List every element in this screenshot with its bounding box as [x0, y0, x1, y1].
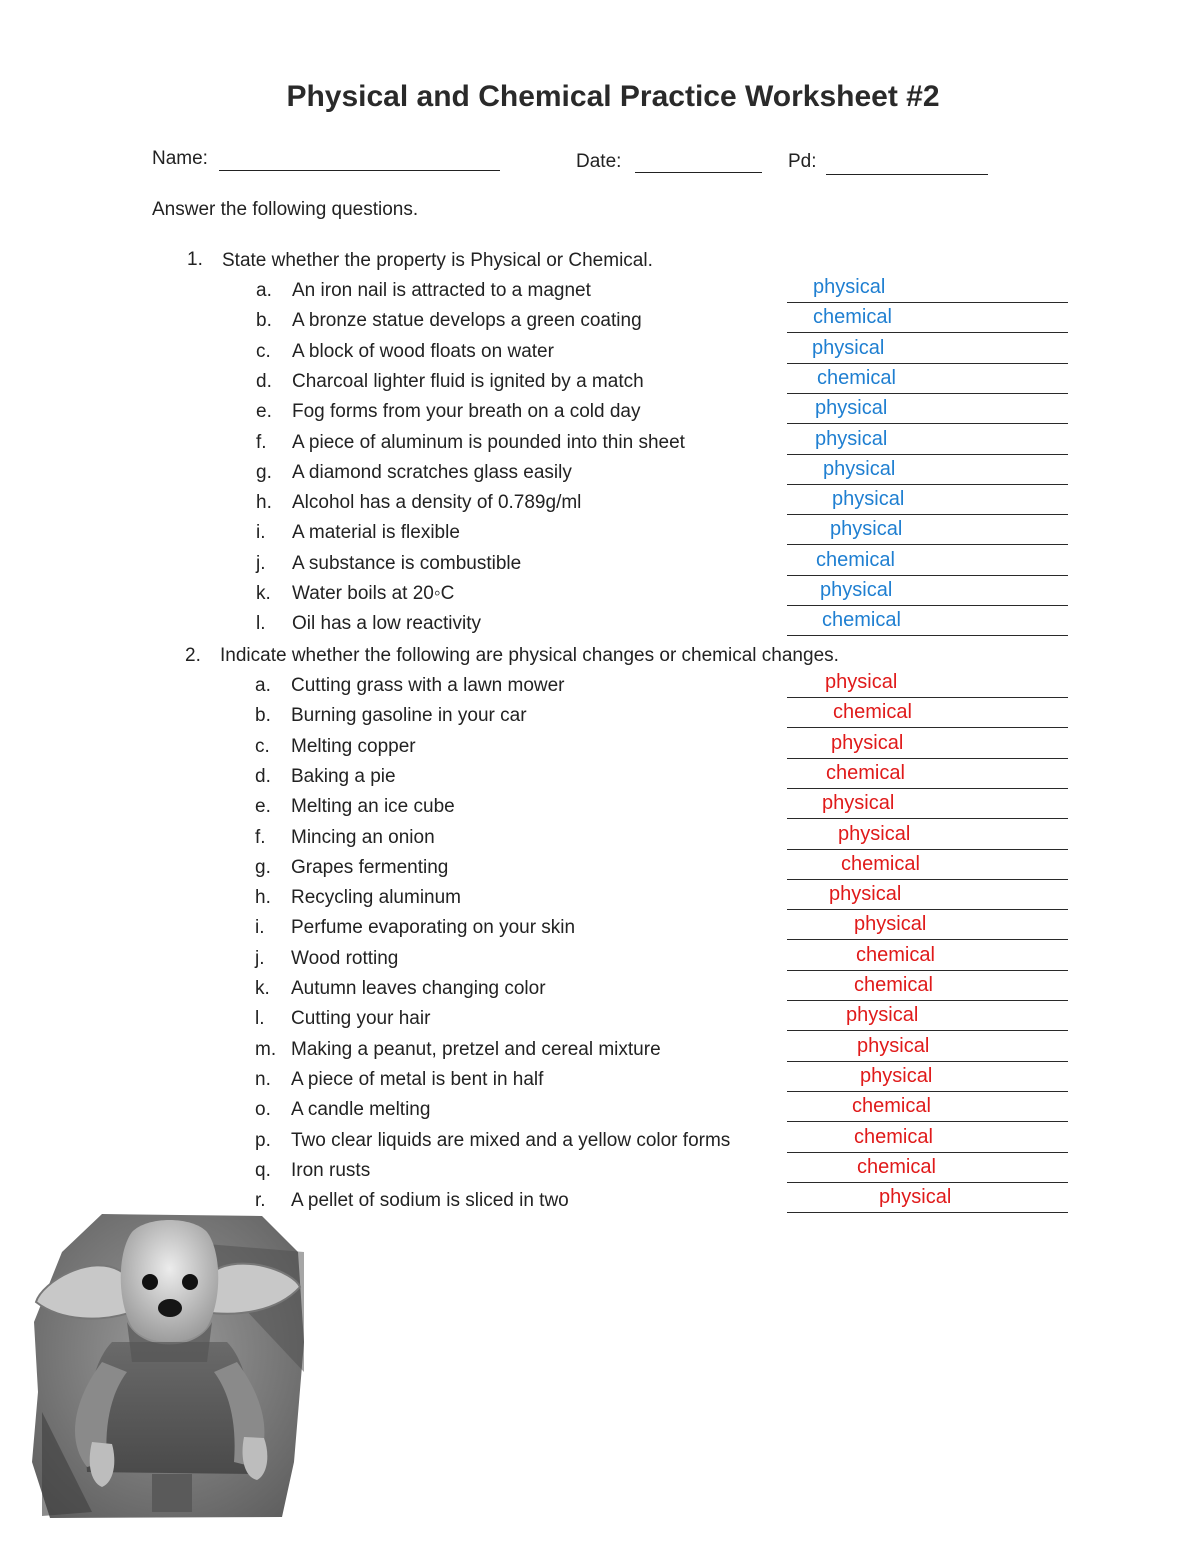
- question-1-prompt: State whether the property is Physical or Chemical.: [222, 250, 653, 271]
- item-letter: k.: [256, 583, 271, 604]
- item-text: Cutting your hair: [291, 1008, 431, 1030]
- list-item: [255, 705, 775, 729]
- list-item: [255, 675, 775, 699]
- item-letter: l.: [256, 613, 266, 635]
- handwritten-answer: physical: [815, 397, 888, 420]
- list-item: [256, 553, 776, 577]
- item-letter: i.: [255, 917, 265, 939]
- item-letter: g.: [255, 856, 271, 878]
- item-text: Water boils at 20◦C: [292, 583, 455, 604]
- list-item: [255, 1099, 775, 1123]
- item-text: Grapes fermenting: [291, 856, 449, 878]
- answer-blank[interactable]: [787, 332, 1068, 333]
- handwritten-answer: chemical: [813, 306, 892, 329]
- handwritten-answer: physical: [832, 488, 905, 511]
- item-text: Recycling aluminum: [291, 887, 462, 909]
- answer-blank[interactable]: [787, 423, 1068, 424]
- answer-blank[interactable]: [787, 818, 1068, 819]
- handwritten-answer: chemical: [822, 609, 901, 632]
- handwritten-answer: chemical: [856, 943, 935, 966]
- item-text: Two clear liquids are mixed and a yellow color forms: [291, 1129, 731, 1151]
- list-item: [255, 766, 775, 790]
- item-letter: r.: [255, 1190, 266, 1212]
- list-item: [255, 796, 775, 820]
- handwritten-answer: chemical: [817, 366, 896, 389]
- answer-blank[interactable]: [787, 635, 1068, 636]
- handwritten-answer: physical: [838, 822, 911, 845]
- list-item: [256, 462, 776, 486]
- answer-blank[interactable]: [787, 1061, 1068, 1062]
- list-item: [256, 432, 776, 456]
- handwritten-answer: chemical: [833, 701, 912, 724]
- handwritten-answer: physical: [860, 1064, 933, 1087]
- item-text: Cutting grass with a lawn mower: [291, 675, 565, 696]
- answer-blank[interactable]: [787, 1091, 1068, 1092]
- list-item: [255, 917, 775, 941]
- item-letter: e.: [255, 796, 271, 818]
- answer-blank[interactable]: [787, 879, 1068, 880]
- handwritten-answer: physical: [822, 792, 895, 815]
- page-title: Physical and Chemical Practice Worksheet #2: [286, 80, 940, 113]
- list-item: [256, 401, 776, 425]
- handwritten-answer: physical: [820, 579, 893, 601]
- item-letter: l.: [255, 1008, 265, 1030]
- answer-blank[interactable]: [787, 697, 1068, 698]
- date-field[interactable]: [635, 172, 762, 173]
- item-letter: f.: [255, 826, 266, 848]
- item-letter: c.: [256, 340, 271, 362]
- answer-blank[interactable]: [787, 970, 1068, 971]
- item-text: A piece of aluminum is pounded into thin sheet: [292, 431, 685, 453]
- answer-blank[interactable]: [787, 1182, 1068, 1183]
- handwritten-answer: physical: [815, 427, 888, 450]
- date-label: Date:: [576, 151, 622, 172]
- item-letter: j.: [256, 552, 266, 574]
- item-text: Perfume evaporating on your skin: [291, 917, 576, 939]
- item-text: Making a peanut, pretzel and cereal mixture: [291, 1038, 661, 1060]
- item-text: A pellet of sodium is sliced in two: [291, 1190, 569, 1212]
- handwritten-answer: physical: [879, 1186, 952, 1209]
- list-item: [255, 1130, 775, 1154]
- item-letter: h.: [255, 887, 271, 909]
- list-item: [256, 522, 776, 546]
- handwritten-answer: physical: [813, 276, 886, 298]
- list-item: [255, 1069, 775, 1093]
- answer-blank[interactable]: [787, 758, 1068, 759]
- item-text: A block of wood floats on water: [292, 340, 554, 362]
- item-text: A piece of metal is bent in half: [291, 1068, 544, 1090]
- item-letter: o.: [255, 1099, 271, 1121]
- item-letter: p.: [255, 1129, 271, 1151]
- period-label: Pd:: [788, 151, 817, 172]
- item-letter: g.: [256, 461, 272, 483]
- question-2-prompt: Indicate whether the following are physical changes or chemical changes.: [220, 645, 839, 666]
- handwritten-answer: physical: [825, 671, 898, 693]
- answer-blank[interactable]: [787, 1152, 1068, 1153]
- item-text: A bronze statue develops a green coating: [292, 310, 642, 332]
- item-text: Melting an ice cube: [291, 796, 455, 818]
- list-item: [255, 887, 775, 911]
- item-text: Fog forms from your breath on a cold day: [292, 401, 641, 423]
- handwritten-answer: chemical: [841, 852, 920, 875]
- item-text: Iron rusts: [291, 1159, 371, 1181]
- handwritten-answer: chemical: [857, 1155, 936, 1178]
- answer-blank[interactable]: [787, 727, 1068, 728]
- item-letter: d.: [255, 765, 271, 787]
- item-text: A diamond scratches glass easily: [292, 461, 572, 483]
- handwritten-answer: chemical: [826, 761, 905, 784]
- list-item: [256, 492, 776, 516]
- answer-blank[interactable]: [787, 514, 1068, 515]
- item-letter: b.: [255, 705, 271, 727]
- answer-blank[interactable]: [787, 909, 1068, 910]
- item-letter: m.: [255, 1038, 277, 1060]
- dog-costume-photo: [32, 1212, 304, 1520]
- item-letter: a.: [255, 675, 271, 696]
- item-letter: d.: [256, 370, 272, 392]
- item-text: A material is flexible: [292, 522, 460, 544]
- item-letter: e.: [256, 401, 272, 423]
- instructions: Answer the following questions.: [152, 199, 419, 220]
- answer-blank[interactable]: [787, 1030, 1068, 1031]
- list-item: [256, 583, 776, 607]
- name-field[interactable]: [219, 170, 500, 171]
- handwritten-answer: physical: [829, 883, 902, 906]
- name-label: Name:: [152, 148, 208, 169]
- item-text: Burning gasoline in your car: [291, 705, 527, 727]
- handwritten-answer: physical: [812, 336, 885, 359]
- answer-blank[interactable]: [787, 393, 1068, 394]
- handwritten-answer: chemical: [854, 974, 933, 996]
- item-text: A candle melting: [291, 1099, 431, 1121]
- item-letter: n.: [255, 1068, 271, 1090]
- list-item: [255, 1008, 775, 1032]
- item-letter: i.: [256, 522, 266, 544]
- period-field[interactable]: [826, 174, 988, 175]
- list-item: [255, 736, 775, 760]
- handwritten-answer: physical: [831, 731, 904, 754]
- item-text: Mincing an onion: [291, 826, 435, 848]
- answer-blank[interactable]: [787, 302, 1068, 303]
- handwritten-answer: physical: [854, 913, 927, 936]
- list-item: [256, 310, 776, 334]
- handwritten-answer: physical: [846, 1004, 919, 1027]
- answer-blank[interactable]: [787, 454, 1068, 455]
- list-item: [255, 857, 775, 881]
- answer-blank[interactable]: [787, 788, 1068, 789]
- answer-blank[interactable]: [787, 1212, 1068, 1213]
- answer-blank[interactable]: [787, 1000, 1068, 1001]
- handwritten-answer: chemical: [854, 1125, 933, 1148]
- item-letter: b.: [256, 310, 272, 332]
- handwritten-answer: physical: [823, 457, 896, 480]
- list-item: [255, 1039, 775, 1063]
- answer-blank[interactable]: [787, 605, 1068, 606]
- list-item: [255, 1160, 775, 1184]
- list-item: [255, 827, 775, 851]
- item-text: Autumn leaves changing color: [291, 978, 546, 999]
- list-item: [256, 371, 776, 395]
- item-letter: j.: [255, 947, 265, 969]
- list-item: [256, 613, 776, 637]
- answer-blank[interactable]: [787, 939, 1068, 940]
- item-text: A substance is combustible: [292, 552, 522, 574]
- item-text: Alcohol has a density of 0.789g/ml: [292, 492, 582, 514]
- handwritten-answer: chemical: [816, 548, 895, 571]
- answer-blank[interactable]: [787, 484, 1068, 485]
- item-text: Oil has a low reactivity: [292, 613, 482, 635]
- answer-blank[interactable]: [787, 363, 1068, 364]
- answer-blank[interactable]: [787, 849, 1068, 850]
- answer-blank[interactable]: [787, 544, 1068, 545]
- list-item: [255, 948, 775, 972]
- answer-blank[interactable]: [787, 575, 1068, 576]
- item-text: Melting copper: [291, 735, 416, 757]
- item-letter: h.: [256, 492, 272, 514]
- item-text: An iron nail is attracted to a magnet: [292, 280, 591, 301]
- answer-blank[interactable]: [787, 1121, 1068, 1122]
- handwritten-answer: physical: [830, 518, 903, 541]
- item-text: Wood rotting: [291, 947, 399, 969]
- item-text: Baking a pie: [291, 765, 396, 787]
- list-item: [256, 280, 776, 304]
- item-letter: k.: [255, 978, 270, 999]
- handwritten-answer: physical: [857, 1034, 930, 1057]
- question-2-number: 2.: [185, 645, 201, 666]
- list-item: [255, 1190, 775, 1214]
- list-item: [255, 978, 775, 1002]
- item-letter: q.: [255, 1159, 271, 1181]
- item-letter: c.: [255, 735, 270, 757]
- item-letter: a.: [256, 280, 272, 301]
- question-1-number: 1.: [187, 249, 203, 270]
- handwritten-answer: chemical: [852, 1095, 931, 1118]
- item-letter: f.: [256, 431, 267, 453]
- item-text: Charcoal lighter fluid is ignited by a match: [292, 370, 644, 392]
- list-item: [256, 341, 776, 365]
